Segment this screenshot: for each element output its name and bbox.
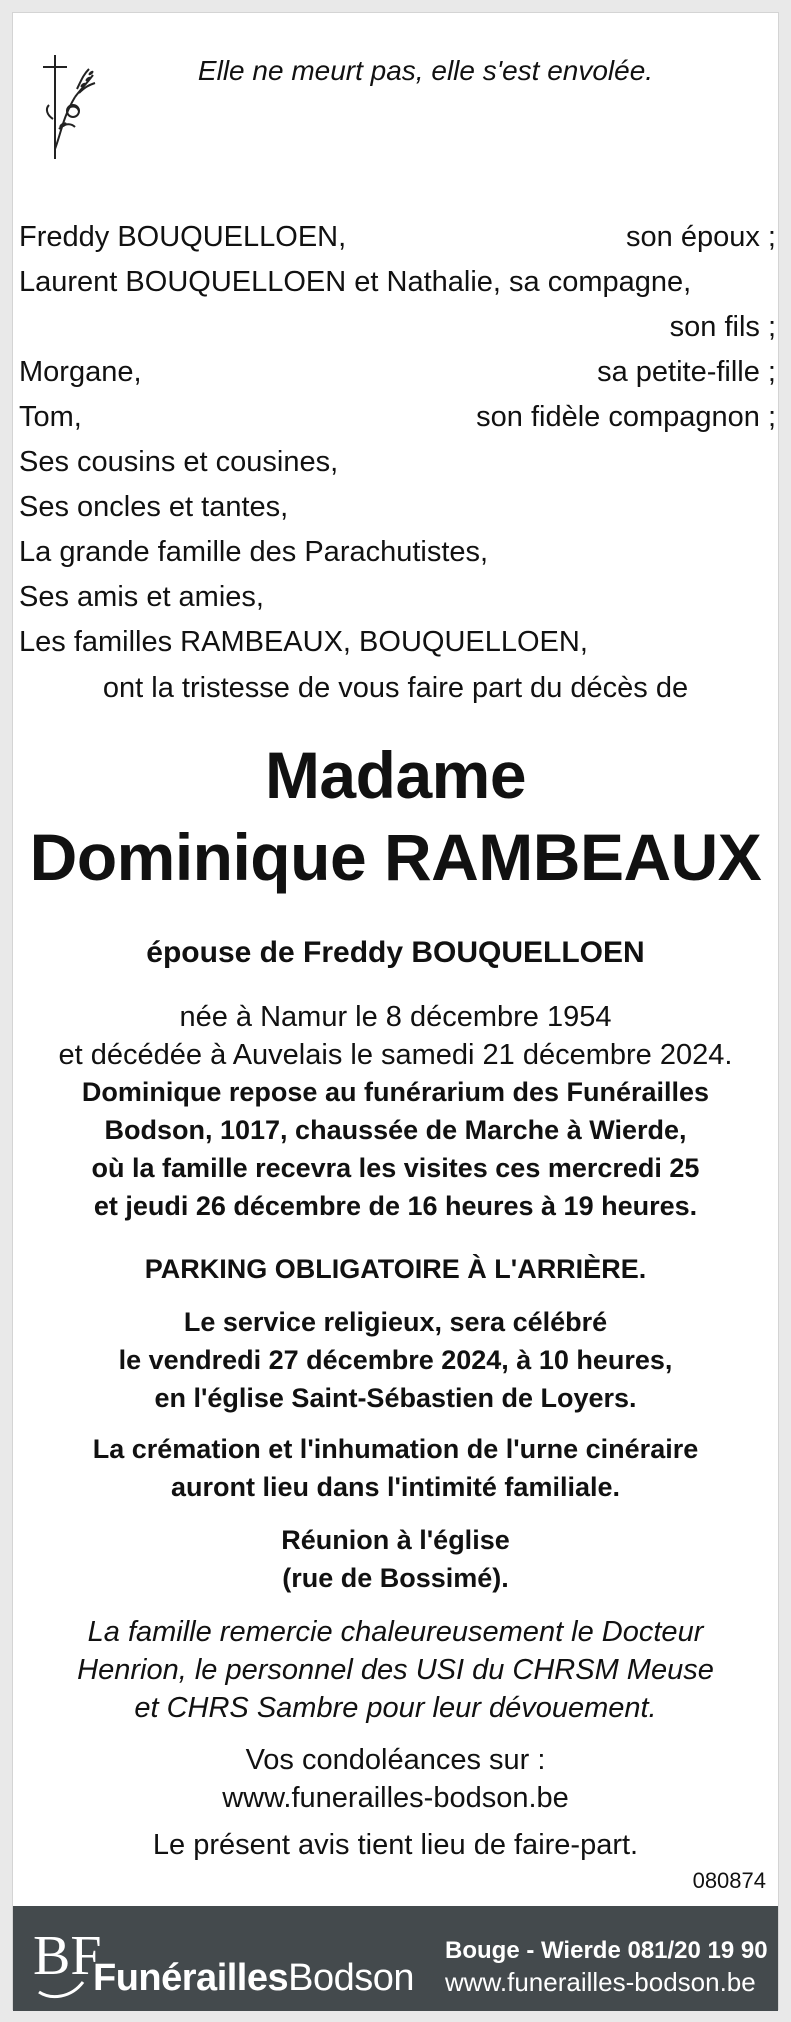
family-name: Ses oncles et tantes, (19, 491, 289, 523)
family-row (19, 575, 776, 620)
service-info (13, 1303, 778, 1417)
text-line: Bodson, 1017, chaussée de Marche à Wierde, (104, 1115, 687, 1145)
text-line: auront lieu dans l'intimité familiale. (170, 1472, 620, 1502)
brand-light: Bodson (288, 1957, 415, 1999)
family-relation: son fidèle compagnon ; (476, 401, 776, 433)
family-name: Laurent BOUQUELLOEN et Nathalie, sa compagne, (19, 266, 692, 298)
footer-website[interactable]: www.funerailles-bodson.be (445, 1967, 756, 1997)
family-name: Morgane, (19, 356, 142, 388)
faire-part-notice: Le présent avis tient lieu de faire-part. (152, 1829, 639, 1861)
family-name: La grande famille des Parachutistes, (19, 536, 489, 568)
family-relation: son fils ; (669, 311, 776, 343)
family-row (19, 530, 776, 575)
birth-death-dates (13, 998, 778, 1074)
family-relation: son époux ; (626, 221, 776, 253)
text-line: et CHRS Sambre pour leur dévouement. (134, 1692, 657, 1724)
family-name: Les familles RAMBEAUX, BOUQUELLOEN, (19, 626, 588, 658)
cremation-info (13, 1430, 778, 1506)
text-line: Le service religieux, sera célébré (183, 1307, 608, 1337)
family-row (19, 305, 776, 350)
parking-notice: PARKING OBLIGATOIRE À L'ARRIÈRE. (144, 1254, 647, 1284)
text-line: Dominique repose au funérarium des Funérailles (81, 1077, 710, 1107)
family-row (19, 215, 776, 260)
text-line: le vendredi 27 décembre 2024, à 10 heures, (118, 1345, 673, 1375)
brand-name (93, 1956, 414, 2000)
family-name: Tom, (19, 401, 82, 433)
death-line: et décédée à Auvelais le samedi 21 décembre 2024. (58, 1039, 733, 1071)
text-line: Réunion à l'église (281, 1525, 510, 1555)
text-line: Henrion, le personnel des USI du CHRSM Meuse (77, 1654, 714, 1686)
family-row (19, 350, 776, 395)
family-name: Ses amis et amies, (19, 581, 264, 613)
contact-info (445, 1936, 768, 1998)
logo-mark: BF (33, 1925, 102, 1987)
text-line: La famille remercie chaleureusement le Docteur (87, 1616, 704, 1648)
birth-line: née à Namur le 8 décembre 1954 (179, 1001, 612, 1033)
family-row (19, 260, 776, 305)
visitation-info (13, 1073, 778, 1225)
condolences (13, 1741, 778, 1817)
family-name: Ses cousins et cousines, (19, 446, 339, 478)
text-line: en l'église Saint-Sébastien de Loyers. (154, 1383, 637, 1413)
death-notice (12, 12, 779, 2010)
family-list (19, 215, 776, 665)
footer-banner (13, 1906, 778, 2011)
text-line: où la famille recevra les visites ces mercredi 25 (91, 1153, 700, 1183)
announcement-line: ont la tristesse de vous faire part du décès de (102, 672, 689, 704)
deceased-name: Dominique RAMBEAUX (29, 820, 762, 894)
brand-bold: Funérailles (93, 1957, 289, 1999)
motto: Elle ne meurt pas, elle s'est envolée. (197, 55, 654, 86)
bodson-logo-icon (31, 1922, 102, 2000)
condolences-link[interactable]: www.funerailles-bodson.be (222, 1782, 569, 1814)
text-line: (rue de Bossimé). (282, 1563, 509, 1593)
family-name: Freddy BOUQUELLOEN, (19, 221, 347, 253)
family-relation: sa petite-fille ; (597, 356, 776, 388)
condolences-label: Vos condoléances sur : (245, 1744, 546, 1776)
family-row (19, 485, 776, 530)
thanks-message (13, 1613, 778, 1727)
locations: Bouge - Wierde (445, 1937, 621, 1964)
locations-phone (445, 1936, 768, 1966)
text-line: La crémation et l'inhumation de l'urne cinéraire (92, 1434, 699, 1464)
family-row (19, 440, 776, 485)
meeting-info (13, 1521, 778, 1597)
phone-number[interactable]: 081/20 19 90 (627, 1937, 768, 1964)
family-row (19, 620, 776, 665)
text-line: et jeudi 26 décembre de 16 heures à 19 heures. (93, 1191, 698, 1221)
deceased-spouse: épouse de Freddy BOUQUELLOEN (146, 936, 645, 969)
reference-number: 080874 (692, 1868, 766, 1893)
deceased-title: Madame (264, 738, 527, 812)
family-row (19, 395, 776, 440)
